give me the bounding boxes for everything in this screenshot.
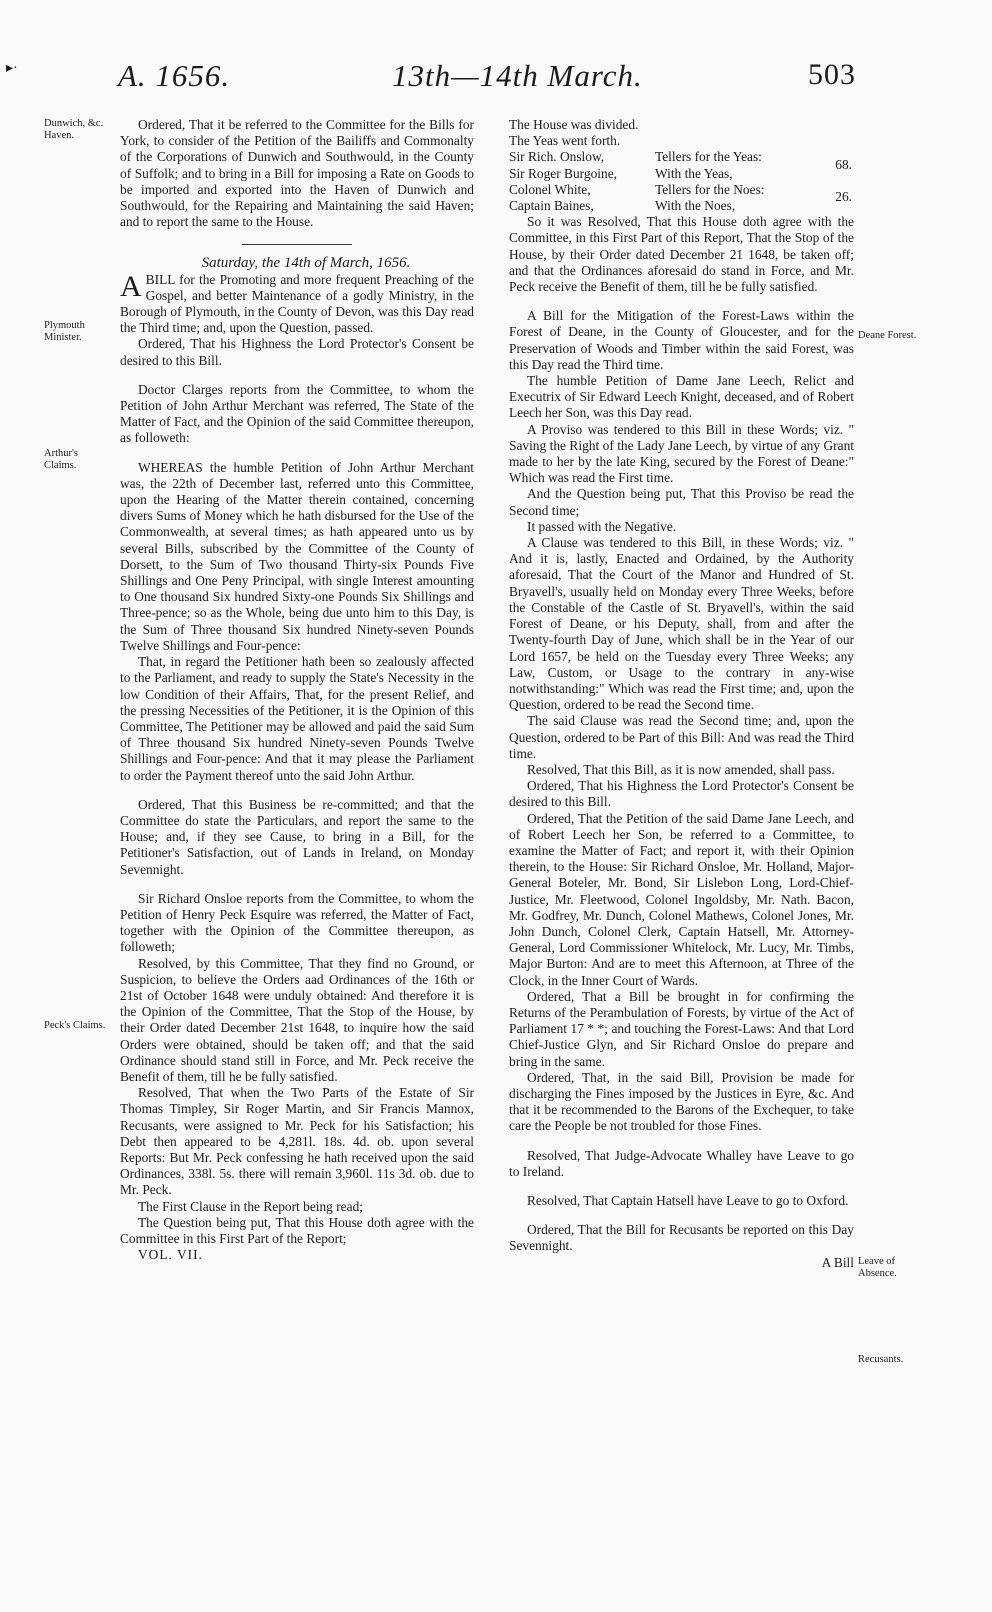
clause: A Clause was tendered to this Bill, in these Words; viz. " And it is, lastly, Enacted and Ordained, by the Authority aforesaid, That the Court of the Manor and Hundred of St. Bryavell's, usually held on Monday every Three Weeks, before the Constable of the Castle of St. Bryavell's, within the said Forest of Deane, or his Deputy, shall, from and after the Twenty-fourth Day of June, which shall be in the Year of our Lord 1657, be held on the Tuesday every Three Weeks; any Law, Custom, or Usage to the contrary in any-wise notwithstanding:" Which was read the First time; and, upon the Question, ordered to be read the Second time. xyxy=(509,535,854,713)
teller-role: With the Yeas, xyxy=(655,165,733,181)
resolved-parts: Resolved, That when the Two Parts of the Estate of Sir Thomas Timpley, Sir Roger Martin, and Sir Francis Mannox, Recusants, were assigned to Mr. Peck for his Satisfaction; his Debt then appeared to be 4,281l. 18s. 4d. ob. upon several Reports: But Mr. Peck confessing he hath received upon the said Ordinances, 338l. 5s. there will remain 3,960l. 11s 3d. ob. due to Mr. Peck. xyxy=(120,1085,474,1198)
margin-note-dunwich: Dunwich, &c. Haven. xyxy=(44,118,104,141)
plymouth-bill-paragraph xyxy=(120,269,474,337)
teller-row xyxy=(509,149,854,165)
drop-cap: A xyxy=(120,269,142,303)
teller-name: Sir Rich. Onslow, xyxy=(509,149,605,165)
clarges-report: Doctor Clarges reports from the Committee, to whom the Petition of John Arthur Merchant was referred, The State of the Matter of Fact, and the Opinion of the said Committee thereupon, as followeth: xyxy=(120,381,474,446)
recusants-order: Ordered, That the Bill for Recusants be reported on this Day Sevennight. xyxy=(509,1222,854,1254)
teller-row xyxy=(509,182,854,198)
margin-note-arthur: Arthur's Claims. xyxy=(44,448,78,471)
section-rule xyxy=(242,244,352,245)
first-clause: The First Clause in the Report being read; xyxy=(138,1198,363,1214)
house-divided: The House was divided. xyxy=(509,117,639,132)
saturday-heading: Saturday, the 14th of March, 1656. xyxy=(201,255,411,272)
recommitted-order: Ordered, That this Business be re-committed; and that the Committee do state the Particulars, and report the same to the House; and, if they see Cause, to bring in a Bill, for the Petitioner's Satisfaction, out of Lands in Ireland, on Monday Sevennight. xyxy=(120,796,474,877)
margin-note-leave: Leave of Absence. xyxy=(858,1256,897,1279)
dunwich-order: Ordered, That it be referred to the Committee for the Bills for York, to consider of the Petition of the Bailiffs and Commonalty of the Corporations of Dunwich and Southwould, in the County of Suffolk; and to bring in a Bill for imposing a Rate on Goods to be imported and exported into the Haven of Dunwich and Southwould, for the Repairing and Maintaining the said Haven; and to report the same to the House. xyxy=(120,117,474,230)
margin-note-deane: Deane Forest. xyxy=(858,330,917,341)
margin-mark: ▸· xyxy=(6,61,18,76)
ordered-fines: Ordered, That, in the said Bill, Provision be made for discharging the Fines imposed by the Justices in Eyre, &c. And that it be recommended to the Barons of the Exchequer, to take care the People be not troubled for those Fines. xyxy=(509,1069,854,1134)
question-proviso: And the Question being put, That this Proviso be read the Second time; xyxy=(509,486,854,518)
ordered-consent: Ordered, That his Highness the Lord Protector's Consent be desired to this Bill. xyxy=(509,778,854,810)
teller-row xyxy=(509,198,854,214)
plymouth-consent: Ordered, That his Highness the Lord Protector's Consent be desired to this Bill. xyxy=(120,336,474,368)
ordered-committee: Ordered, That the Petition of the said Dame Jane Leech, and of Robert Leech her Son, be referred to a Committee, to examine the Matter of Fact; and report it, with their Opinion therein, to the House: Sir Richard Onsloe, Mr. Holland, Major-General Boteler, Mr. Bond, Sir Lislebon Long, Lord-Chief-Justice, Mr. Fleetwood, Colonel Ingoldsby, Mr. Nath. Bacon, Mr. Godfrey, Mr. Dunch, Colonel Mathews, Colonel Jones, Mr. John Dunch, Colonel Clerk, Captain Hatsell, Mr. Attorney-General, Lord Commissioner Whitelock, Mr. Lucy, Mr. Timbs, Major Burton: And are to meet this Afternoon, at Three of the Clock, in the Inner Court of Wards. xyxy=(509,810,854,988)
onsloe-report: Sir Richard Onsloe reports from the Committee, to whom the Petition of Henry Peck Esquire was referred, the Matter of Fact, together with the Opinion of the Committee thereupon, as followeth; xyxy=(120,890,474,955)
margin-note-recusants: Recusants. xyxy=(858,1354,904,1365)
teller-name: Captain Baines, xyxy=(509,198,594,214)
hatsell-leave: Resolved, That Captain Hatsell have Leave to go to Oxford. xyxy=(527,1193,849,1208)
margin-note-plymouth: Plymouth Minister. xyxy=(44,320,85,343)
forest-bill: A Bill for the Mitigation of the Forest-Laws within the Forest of Deane, in the County of Gloucester, and for the Preservation of Woods and Timber within the said Forest, was this Day read the Third time. xyxy=(509,308,854,372)
resolved-pass: Resolved, That this Bill, as it is now amended, shall pass. xyxy=(527,761,835,777)
teller-role: Tellers for the Noes: xyxy=(655,181,765,197)
yeas-forth: The Yeas went forth. xyxy=(509,133,621,149)
whalley-leave: Resolved, That Judge-Advocate Whalley have Leave to go to Ireland. xyxy=(509,1147,854,1179)
page-number: 503 xyxy=(808,58,856,91)
page-year: A. 1656. xyxy=(118,58,231,93)
clause-second: The said Clause was read the Second time; and, upon the Question, ordered to be Part of this Bill: And was read the Third time. xyxy=(509,713,854,761)
ordered-forests: Ordered, That a Bill be brought in for confirming the Returns of the Perambulation of Forests, by virtue of the Act of Parliament 17 * *; and touching the Forest-Laws: And that Lord Chief-Justice Glyn, and Sir Richard Onsloe do prepare and bring in the same. xyxy=(509,988,854,1069)
leech-petition: The humble Petition of Dame Jane Leech, Relict and Executrix of Sir Edward Leech Knight, deceased, and of Robert Leech her Son, was this Day read. xyxy=(509,373,854,421)
resolved-ground: Resolved, by this Committee, That they find no Ground, or Suspicion, to believe the Orders aad Ordinances of the 16th or 21st of October 1648 were unduly obtained: And therefore it is the Opinion of the Committee, That the Stop of the House, by their Order dated December 21st 1648, to inquire how the said Orders were obtained, should be taken off; and that the said Ordinance should stand still in Force, and Mr. Peck receive the Benefit of them, till he be fully satisfied. xyxy=(120,955,474,1084)
proviso: A Proviso was tendered to this Bill in these Words; viz. " Saving the Right of the Lady Jane Leech, by virtue of any Grant made to her by the late King, secured by the Forest of Deane:" Which was read the First time. xyxy=(509,421,854,486)
right-column xyxy=(509,117,854,1271)
yeas-count: 68. xyxy=(835,157,852,173)
teller-role: Tellers for the Yeas: xyxy=(655,149,762,165)
that-regard-paragraph: That, in regard the Petitioner hath been so zealously affected to the Parliament, and ready to supply the State's Necessity in the low Condition of their Affairs, That, for the present Relief, and the pressing Necessities of the Petitioner, it is the Opinion of this Committee, The Petitioner may be allowed and paid the said Sum of Three thousand Six hundred Ninety-seven Pounds Twelve Shillings and Four-pence: And that it may please the Parliament to order the Payment thereof unto the said John Arthur. xyxy=(120,654,474,783)
resolved-agree: So it was Resolved, That this House doth agree with the Committee, in this First Part of this Report, That the Stop of the House, by their Order dated December 21 1648, be taken off; and that the Ordinances aforesaid do stand in Force, and Mr. Peck receive the Benefit of them, till he be fully satisfied. xyxy=(509,214,854,295)
teller-name: Sir Roger Burgoine, xyxy=(509,165,617,181)
page-date: 13th—14th March. xyxy=(392,58,643,93)
teller-name: Colonel White, xyxy=(509,181,591,197)
margin-note-peck: Peck's Claims. xyxy=(44,1020,106,1031)
noes-count: 26. xyxy=(835,189,852,205)
question-put: The Question being put, That this House doth agree with the Committee in this First Part of the Report; xyxy=(120,1214,474,1246)
volume-footer: VOL. VII. xyxy=(138,1247,203,1263)
catchword: A Bill xyxy=(821,1254,854,1270)
teller-row xyxy=(509,166,854,182)
teller-role: With the Noes, xyxy=(655,198,736,214)
negative: It passed with the Negative. xyxy=(527,518,677,534)
left-column xyxy=(120,117,474,1263)
tellers-block xyxy=(509,149,854,214)
whereas-paragraph: WHEREAS the humble Petition of John Arthur Merchant was, the 22th of December last, referred unto this Committee, upon the Hearing of the Matter therein contained, concerning divers Sums of Money which he hath disbursed for the Use of the Commonwealth, at several times; as hath appeared unto us by several Bills, subscribed by the Committee of the County of Dorsett, to the Sum of Two thousand Thirty-six Pounds Five Shillings and One Peny Principal, with single Interest amounting to One thousand Six hundred Sixty-one Pounds Six Shillings and Three-pence; so as the Whole, being due unto him to this Day, is the Sum of Three thousand Six hundred Ninety-seven Pounds Twelve Shillings and Four-pence: xyxy=(120,459,474,653)
plymouth-bill: BILL for the Promoting and more frequent Preaching of the Gospel, and better Maintenance of a godly Ministry, in the Borough of Plymouth, in the County of Devon, was this Day read the Third time; and, upon the Question, passed. xyxy=(120,271,474,336)
